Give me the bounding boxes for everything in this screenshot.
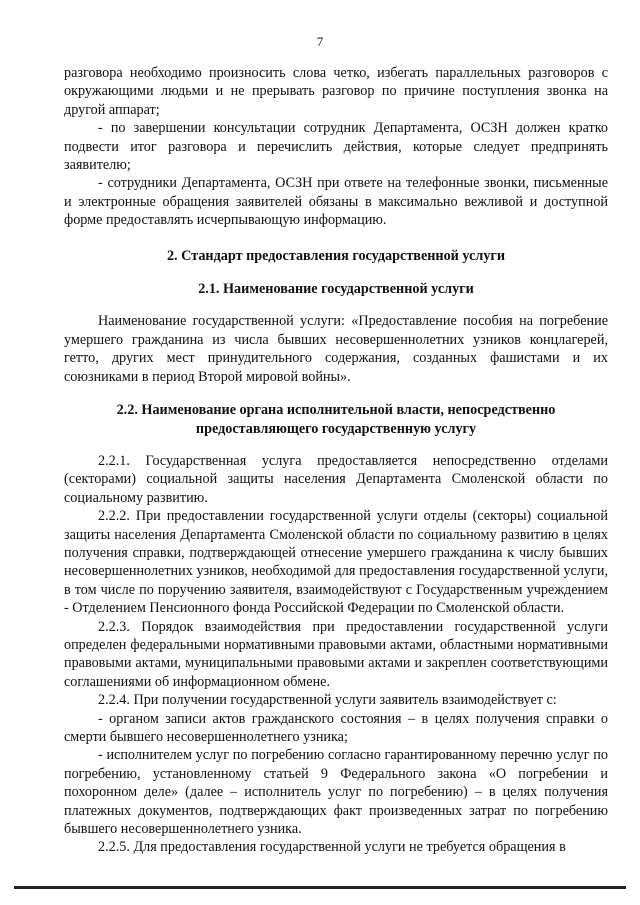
list-item: - по завершении консультации сотрудник Департамента, ОСЗН должен кратко подвести итог разговора и перечислить действия, которые следует предпринять заявителю; xyxy=(64,120,608,174)
list-item: - исполнителем услуг по погребению согласно гарантированному перечню услуг по погребению, установленному статьей 9 Федерального закона «О погребении и похоронном деле» (далее – исполнитель услуг по погребению) – в целях получения платежных документов, подтверждающих факт произведенных затрат по погребению бывшего несовершеннолетнего узника. xyxy=(64,747,608,838)
page-number: 7 xyxy=(316,34,324,49)
list-item: - сотрудники Департамента, ОСЗН при ответе на телефонные звонки, письменные и электронные обращения заявителей обязаны в максимально вежливой и доступной форме предоставлять исчерпывающую информацию. xyxy=(64,175,608,229)
subsection-heading: 2.1. Наименование государственной услуги xyxy=(198,281,474,298)
paragraph: 2.2.4. При получении государственной услуги заявитель взаимодействует с: xyxy=(98,692,557,709)
paragraph: 2.2.1. Государственная услуга предоставляется непосредственно отделами (секторами) социальной защиты населения Департамента Смоленской области по социальному развитию. xyxy=(64,452,608,506)
section-heading: 2. Стандарт предоставления государственной услуги xyxy=(166,247,506,264)
paragraph: 2.2.5. Для предоставления государственной услуги не требуется обращения в xyxy=(98,839,566,856)
paragraph: Наименование государственной услуги: «Предоставление пособия на погребение умершего гражданина из числа бывших несовершеннолетних узников концлагерей, гетто, других мест принудительного содержания, созданных фашистами и их союзниками в период Второй мировой войны». xyxy=(64,313,608,385)
subsection-heading: 2.2. Наименование органа исполнительной власти, непосредственно предоставляющего государственную услугу xyxy=(116,402,556,437)
document-body xyxy=(64,64,608,857)
list-item: - органом записи актов гражданского состояния – в целях получения справки о смерти бывшего несовершеннолетнего узника; xyxy=(64,710,608,745)
paragraph: 2.2.3. Порядок взаимодействия при предоставлении государственной услуги определен федеральными нормативными правовыми актами, областными нормативными правовыми актами, муниципальными правовыми актами и закреплен соответствующими соглашениями об информационном обмене. xyxy=(64,618,608,690)
paragraph: 2.2.2. При предоставлении государственной услуги отделы (секторы) социальной защиты населения Департамента Смоленской области по социальному развитию в целях получения справки, подтверждающей отнесение умершего гражданина к числу бывших несовершеннолетних узников, необходимой для предоставления государственной услуги, в том числе по поручению заявителя, взаимодействуют с Государственным учреждением - Отделением Пенсионного фонда Российской Федерации по Смоленской области. xyxy=(64,508,608,617)
paragraph: разговора необходимо произносить слова четко, избегать параллельных разговоров с окружающими людьми и не прерывать разговор по причине поступления звонка на другой аппарат; xyxy=(64,65,608,118)
page-bottom-rule xyxy=(14,886,626,889)
